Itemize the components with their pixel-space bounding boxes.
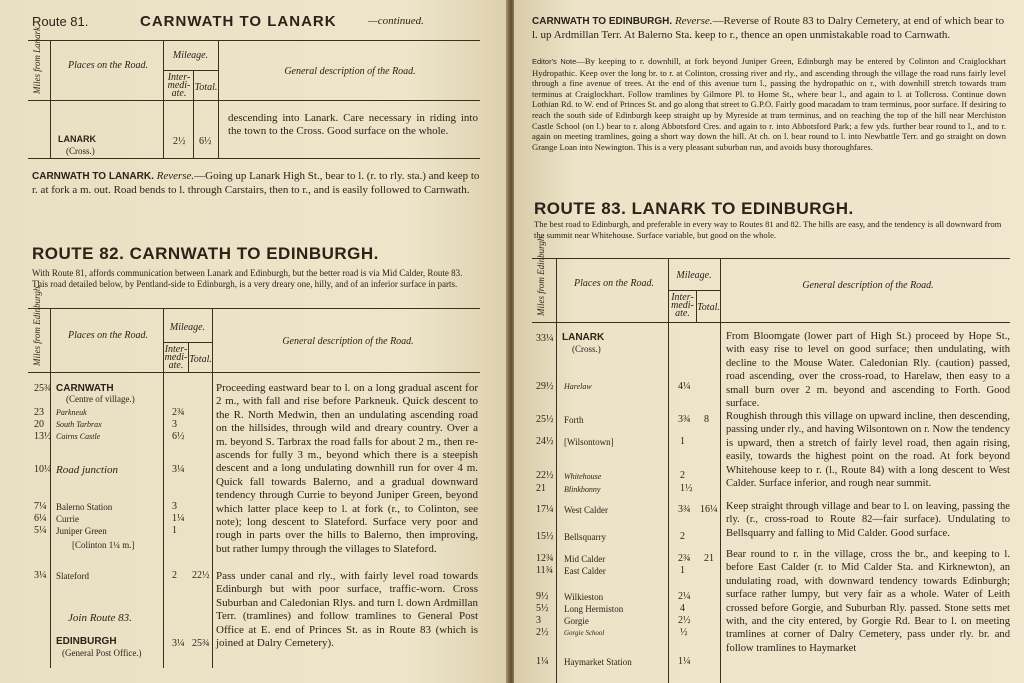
r83-inter: 4¼	[678, 381, 691, 392]
r83-miles: 21	[536, 483, 546, 494]
r83-place: Long Hermiston	[564, 604, 624, 614]
r83-place: Gorgie	[564, 616, 589, 626]
r83-inter: 4	[680, 603, 685, 614]
r83-place: [Wilsontown]	[564, 437, 614, 447]
r83-total: 8	[704, 414, 709, 425]
r83-inter: 2	[680, 470, 685, 481]
r82-place-sub: (General Post Office.)	[62, 648, 142, 658]
r83-place: Mid Calder	[564, 554, 606, 564]
total-lanark: 6½	[199, 136, 212, 147]
r82-header-intermediate: Inter-medi-ate.	[164, 344, 188, 371]
r82-place: Road junction	[56, 464, 119, 476]
r83-intro: The best road to Edinburgh, and preferable in every way to Routes 81 and 82. The hills are easy, and the tendency is all downward from the summit near Whitehouse. Surface variable, but good on the whole.	[534, 219, 1002, 240]
header-general: General description of the Road.	[284, 66, 416, 77]
r82-inter: 3¼	[172, 464, 185, 475]
r83-total: 16¼	[700, 504, 718, 515]
r83-header-mileage: Mileage.	[676, 270, 712, 281]
r82-place: Parkneuk	[56, 408, 87, 417]
r81-reverse-kind: Reverse.	[156, 170, 195, 182]
r83-place: Bellsquarry	[564, 532, 606, 542]
r82-place: [Colinton 1¼ m.]	[72, 540, 135, 550]
r82-intro: With Route 81, affords communication between Lanark and Edinburgh, but the better road is via Mid Calder, Route 83. This road detailed below, by Pentland-side to Edinburgh, is a very dreary one, hilly, and of an inferior surface in parts.	[32, 268, 463, 289]
r83-header-intermediate: Inter-medi-ate.	[671, 292, 694, 319]
r82-inter: 1	[172, 525, 177, 536]
r83-miles: 17¼	[536, 504, 554, 515]
r82-miles: 20	[34, 419, 44, 430]
reverse-top-kind: Reverse.	[674, 15, 713, 27]
r83-desc-3: Keep straight through village and bear to l. on leaving, passing the rly. (r., cross-road to Route 82—fair surface). Undulating to Bellsquarry and falling to Mid Calder. Good surface.	[726, 501, 1010, 539]
r83-miles: 33¼	[536, 333, 554, 344]
r83-desc-4: Bear round to r. in the village, cross the br., and keeping to l. before East Calder (r. to Mid Calder Sta. and Kirknewton), an undulating road, with downward tendency towards Edinburgh; surface rather lumpy, but very fair as a whole. Water of Leith crossed before Gorgie, and Suburban Rly. passed. Stone setts met with, and the city entered, by Gorgie Rd. Bear to l. on meeting tramlines at corner of Dalry Cemetery, pass under rly. br. and follow tramlines to Haymarket	[726, 549, 1010, 654]
running-head-title: CARNWATH TO LANARK	[140, 13, 337, 30]
r83-inter: 2¾	[678, 553, 691, 564]
r82-place: South Tarbrax	[56, 420, 102, 429]
right-page	[514, 0, 1024, 683]
r82-inter: 2¾	[172, 407, 185, 418]
r82-miles: 3¼	[34, 570, 47, 581]
r83-desc-1: From Bloomgate (lower part of High St.) proceed by Hope St., with easy rise to level on good surface; then undulating, with decline to the Mouse Water. Caledonian Rly. (caution) passed, road ascending, over the cross-road, to Harelaw, then easy to a small burn over 2 m. beyond and ascending to Forth. Good surface.	[726, 331, 1010, 410]
r83-inter: 3¾	[678, 504, 691, 515]
r83-place: Wilkieston	[564, 592, 604, 602]
r82-total: 22½	[192, 570, 210, 581]
r83-miles: 29½	[536, 381, 554, 392]
r83-miles: 3	[536, 615, 541, 626]
r82-miles: 6¼	[34, 513, 47, 524]
r83-header-miles-from: Miles from Edinburgh.	[536, 234, 546, 316]
r83-miles: 25½	[536, 414, 554, 425]
r83-header-general: General description of the Road.	[802, 280, 934, 291]
r83-inter: 2½	[678, 615, 691, 626]
r83-place: East Calder	[564, 566, 606, 576]
r82-inter: 2	[172, 570, 177, 581]
r83-place: LANARK	[562, 332, 605, 343]
r82-place-sub: (Centre of village.)	[66, 394, 135, 404]
r82-header-general: General description of the Road.	[282, 336, 414, 347]
r81-reverse	[32, 170, 480, 196]
r82-place: Cairns Castle	[56, 432, 101, 441]
r81-reverse-label: CARNWATH TO LANARK.	[32, 171, 154, 182]
editors-note-text: —By keeping to r. downhill, at fork beyond Juniper Green, Edinburgh may be entered by Colinton and Craiglockhart Hydropathic. Keep over the long br. to r. at Colinton, crossing river and rly., and ascending through the village the road runs fairly level through a fine avenue of trees. At the end of this avenue turn l., passing the hydropathic on r., with downhill stretch towards tram terminus at Craiglockhart. Follow tramlines by Gilmore Pl. to Home St., where bear l., and again to l. at Tollcross. Continue down Lothian Rd. to W. end of Princes St. and go along that street to G.P.O. Fairly good macadam to tram terminus, poor surface. If desiring to reach the south side of Edinburgh keep straight up by Myreside at tram terminus, and on reaching the top of the hill near Merchiston Castle School (on l.) bear to r. along Abbotsford Cres. and again to r. into Abbotsford Park; a few yds. further bear round to l., and to r. again on meeting tramlines, going a short way down the hill. At ch. on l. bear round to l. into Newbattle Terr. and go straight on down Grange Loan into Newington. This is a very pleasant suburban run, and avoids busy thoroughfares.	[532, 56, 1006, 152]
left-page	[0, 0, 508, 683]
r83-place: Blinkbonny	[564, 485, 601, 494]
r82-inter: 6½	[172, 431, 185, 442]
r83-inter: 1¼	[678, 656, 691, 667]
r82-miles: 10¼	[34, 464, 52, 475]
r82-header-miles-from: Miles from Edinburgh.	[32, 284, 42, 366]
header-total: Total.	[194, 82, 218, 93]
place-lanark: LANARK	[58, 134, 96, 144]
r83-place: Forth	[564, 415, 584, 425]
r82-place: Currie	[56, 514, 79, 524]
r83-miles: 22½	[536, 470, 554, 481]
header-intermediate: Inter-medi-ate.	[167, 72, 191, 99]
r82-miles: 5¼	[34, 525, 47, 536]
r83-miles: 1¼	[536, 656, 549, 667]
r82-miles: 7¼	[34, 501, 47, 512]
r82-place: Join Route 83.	[68, 612, 132, 624]
r83-miles: 12¾	[536, 553, 554, 564]
r82-total: 25¾	[192, 638, 210, 649]
r83-inter: 1	[680, 436, 685, 447]
r82-place: Slateford	[56, 571, 89, 581]
r83-place-sub: (Cross.)	[572, 344, 601, 354]
r82-header-mileage: Mileage.	[169, 322, 206, 333]
r82-miles: 13½	[34, 431, 52, 442]
r83-heading: ROUTE 83. LANARK TO EDINBURGH.	[534, 199, 854, 218]
r83-inter: 2¼	[678, 591, 691, 602]
r83-place: Haymarket Station	[564, 657, 632, 667]
r82-header-total: Total.	[189, 354, 212, 365]
inter-lanark: 2½	[173, 136, 186, 147]
r82-heading: ROUTE 82. CARNWATH TO EDINBURGH.	[32, 244, 379, 263]
r83-inter: 3¾	[678, 414, 691, 425]
r82-miles: 23	[34, 407, 44, 418]
editors-note	[532, 56, 1006, 152]
r83-inter: 1	[680, 565, 685, 576]
r83-miles: 2½	[536, 627, 549, 638]
r83-place: West Calder	[564, 505, 609, 515]
r83-miles: 11¾	[536, 565, 554, 576]
r82-inter: 3	[172, 419, 177, 430]
r82-miles: 25¾	[34, 383, 52, 394]
r83-inter: 2	[680, 531, 685, 542]
r82-inter: 3	[172, 501, 177, 512]
reverse-top	[532, 15, 1006, 41]
r83-inter: ½	[680, 627, 688, 638]
r83-miles: 9½	[536, 591, 549, 602]
reverse-top-label: CARNWATH TO EDINBURGH.	[532, 16, 673, 27]
r82-place: Juniper Green	[56, 526, 107, 536]
r83-desc-2: Roughish through this village on upward incline, then descending, passing under rly., and having Wilsontown on r. Now the tendency is upward, then a stretch of fairly level road, then again rising, easily, towards the highest point on the road. At fork beyond Whitehouse keep to r. (l., Route 84) with a long descent to West Calder. Surface inferior, and rough near summit.	[726, 411, 1010, 490]
r83-miles: 5½	[536, 603, 549, 614]
r82-desc-2: Pass under canal and rly., with fairly level road towards Edinburgh but with poor surface, traffic-worn. Cross Suburban and Caledonian Rlys. and turn l. down Ardmillan Terr. (tramlines) and follow tramlines to General Post Office at E. end of Princes St. as in Route 83 (which is joined at Dalry Cemetery).	[216, 570, 478, 650]
place-lanark-sub: (Cross.)	[66, 146, 95, 156]
r83-place: Harelaw	[564, 382, 592, 391]
r83-place: Gorgie School	[564, 629, 605, 637]
running-head-route: Route 81.	[32, 14, 89, 29]
reverse-top-text: —Reverse of Route 83 to Dalry Cemetery, at end of which bear to l. up Ardmillan Terr. At Balerno Sta. keep to r., thence an open unmistakable road to Carnwath.	[532, 15, 1005, 41]
running-head-continued: —continued.	[368, 15, 424, 27]
r83-place: Whitehouse	[564, 472, 602, 481]
r83-header-total: Total.	[697, 302, 720, 313]
r81-reverse-text: —Going up Lanark High St., bear to l. (r. to rly. sta.) and keep to r. at fork a m. out. Road bends to l. through Carstairs, then to r., and is easily followed to Carnwath.	[32, 170, 480, 196]
r83-miles: 15½	[536, 531, 554, 542]
r82-desc-1: Proceeding eastward bear to l. on a long gradual ascent for 2 m., with fall and rise before Parkneuk. Quick descent to the R. North Medwin, then an undulating ascending road on the hillsides, through wild and dreary country. Over a m. beyond S. Tarbrax the road falls for about 2 m., then re-ascends for fully 3 m., beyond which there is a steepish descent and a long undulating downhill run for over 4 m. Quick fall towards Balerno, and a gradual downward tendency through Currie to beyond Juniper Green, beyond which latter place keep to l. at fork (r., to Colinton, see note); long descent to Slateford. Surface very poor and rough in parts over the hills to Balerno, then improving, but rather lumpy through the villages to Slateford.	[216, 382, 478, 555]
r82-place: Balerno Station	[56, 502, 113, 512]
r82-inter: 1¼	[172, 513, 185, 524]
r82-header-places: Places on the Road.	[68, 330, 148, 341]
editors-note-label: Editor's Note	[532, 57, 577, 66]
header-places: Places on the Road.	[68, 60, 148, 71]
r82-place: EDINBURGH	[56, 636, 117, 647]
r82-place: CARNWATH	[56, 383, 114, 394]
header-miles-from: Miles from Lanark.	[32, 24, 42, 94]
r81-desc: descending into Lanark. Care necessary in riding into the town to the Cross. Good surface on the whole.	[228, 112, 478, 138]
r83-inter: 1½	[680, 483, 693, 494]
r83-total: 21	[704, 553, 714, 564]
r83-miles: 24½	[536, 436, 554, 447]
r83-header-places: Places on the Road.	[574, 278, 654, 289]
header-mileage: Mileage.	[172, 50, 209, 61]
r82-inter: 3¼	[172, 638, 185, 649]
